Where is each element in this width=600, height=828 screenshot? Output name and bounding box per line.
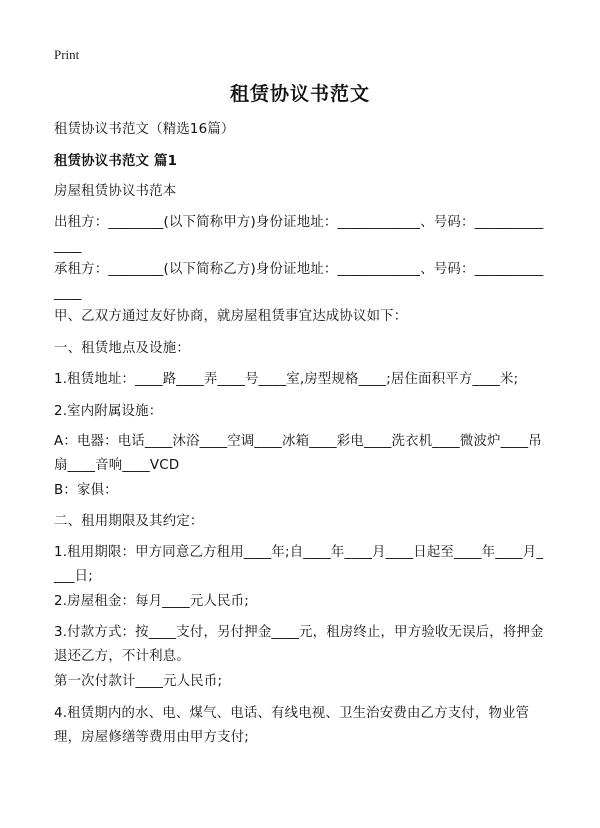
paragraph-appliances: A：电器：电话____沐浴____空调____冰箱____彩电____洗衣机____微波炉____吊扇____音响____VCD (54, 434, 542, 473)
paragraph-lessee: 承租方：________(以下简称乙方)身份证地址：____________、号码：______________ (54, 262, 544, 301)
paragraph-agreement-intro: 甲、乙双方通过友好协商，就房屋租赁事宜达成协议如下： (54, 309, 408, 324)
paragraph-section-2: 二、租用期限及其约定： (54, 514, 204, 529)
paragraph-facilities: 2.室内附属设施： (54, 404, 163, 419)
document-subtitle: 租赁协议书范文（精选16篇） (54, 122, 235, 137)
paragraph-payment-method: 3.付款方式：按____支付，另付押金____元，租房终止，甲方验收无误后，将押金退还乙方，不计利息。 (54, 625, 544, 664)
paragraph-lease-term: 1.租用期限：甲方同意乙方租用____年;自____年____月____日起至____年____月____日; (54, 545, 544, 584)
paragraph-template-title: 房屋租赁协议书范本 (54, 184, 177, 199)
section-heading: 租赁协议书范文 篇1 (54, 154, 178, 169)
paragraph-lessor: 出租方：________(以下简称甲方)身份证地址：____________、号码：______________ (54, 215, 544, 254)
paragraph-utilities: 4.租赁期内的水、电、煤气、电话、有线电视、卫生治安费由乙方支付，物业管理，房屋修缮等费用由甲方支付; (54, 706, 530, 745)
paragraph-rental-address: 1.租赁地址：____路____弄____号____室,房型规格____;居住面积平方____米; (54, 372, 519, 387)
paragraph-first-payment: 第一次付款计____元人民币; (54, 674, 223, 689)
print-label: Print (54, 47, 80, 62)
paragraph-section-1: 一、租赁地点及设施： (54, 341, 190, 356)
paragraph-rent: 2.房屋租金：每月____元人民币; (54, 594, 249, 609)
paragraph-furniture: B：家俱： (54, 483, 118, 498)
document-title: 租赁协议书范文 (229, 83, 370, 105)
